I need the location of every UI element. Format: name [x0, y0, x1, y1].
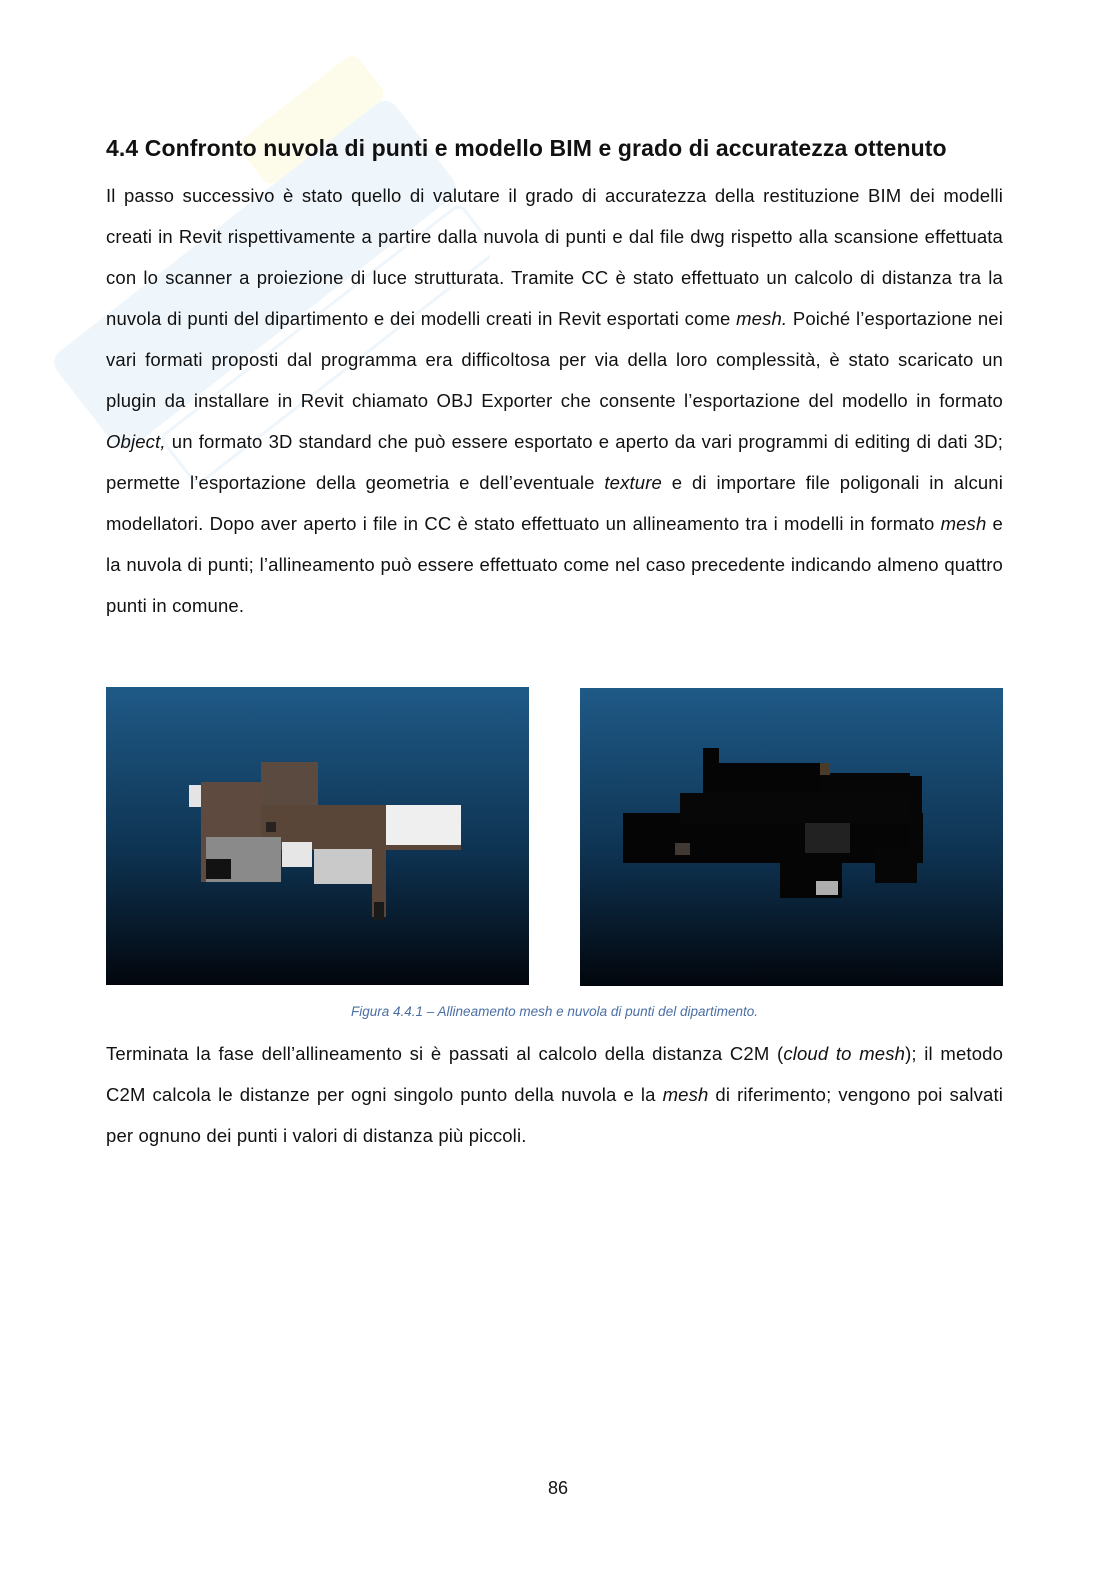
italic-term: mesh — [662, 1084, 709, 1105]
italic-term: texture — [604, 472, 662, 493]
paragraph-text: e la nuvola di punti; l’allineamento può essere effettuato come nel caso precedente indicando almeno quattro punti in comune. — [106, 513, 1003, 616]
body-paragraph-2 — [106, 1033, 1003, 1156]
paragraph-text: Poiché l’esportazione nei vari formati proposti dal programma era difficoltosa per via della loro complessità, è stato scaricato un plugin da installare in Revit chiamato OBJ Exporter che consente l’esportazione del modello in formato — [106, 308, 1003, 411]
body-paragraph-1 — [106, 175, 1003, 626]
italic-term: Object, — [106, 431, 166, 452]
figure-mesh-image — [106, 687, 529, 985]
paragraph-text: di riferimento; vengono poi salvati per ognuno dei punti i valori di distanza più piccoli. — [106, 1084, 1003, 1146]
paragraph-text: e di importare file poligonali in alcuni modellatori. Dopo aver aperto i file in CC è stato effettuato un allineamento tra i modelli in formato — [106, 472, 1003, 534]
italic-term: mesh. — [736, 308, 788, 329]
italic-term: cloud to mesh — [783, 1043, 906, 1064]
paragraph-text: ); il metodo C2M calcola le distanze per ogni singolo punto della nuvola e la — [106, 1043, 1004, 1105]
paragraph-text: Il passo successivo è stato quello di valutare il grado di accuratezza della restituzione BIM dei modelli creati in Revit rispettivamente a partire dalla nuvola di punti e dal file dwg rispetto alla scansione effettuata con lo scanner a proiezione di luce strutturata. Tramite CC è stato effettuato un calcolo di distanza tra la nuvola di punti del dipartimento e dei modelli creati in Revit esportati come — [106, 185, 1003, 329]
figure-caption: Figura 4.4.1 – Allineamento mesh e nuvola di punti del dipartimento. — [351, 1004, 758, 1019]
italic-term: mesh — [940, 513, 987, 534]
paragraph-text: un formato 3D standard che può essere esportato e aperto da vari programmi di editing di dati 3D; permette l’esportazione della geometria e dell’eventuale — [106, 431, 1003, 493]
figure-point-cloud-image — [580, 688, 1003, 986]
page-number: 86 — [547, 1478, 569, 1498]
paragraph-text: Terminata la fase dell’allineamento si è passati al calcolo della distanza C2M ( — [106, 1043, 784, 1064]
section-heading: 4.4 Confronto nuvola di punti e modello BIM e grado di accuratezza ottenuto — [106, 135, 947, 161]
